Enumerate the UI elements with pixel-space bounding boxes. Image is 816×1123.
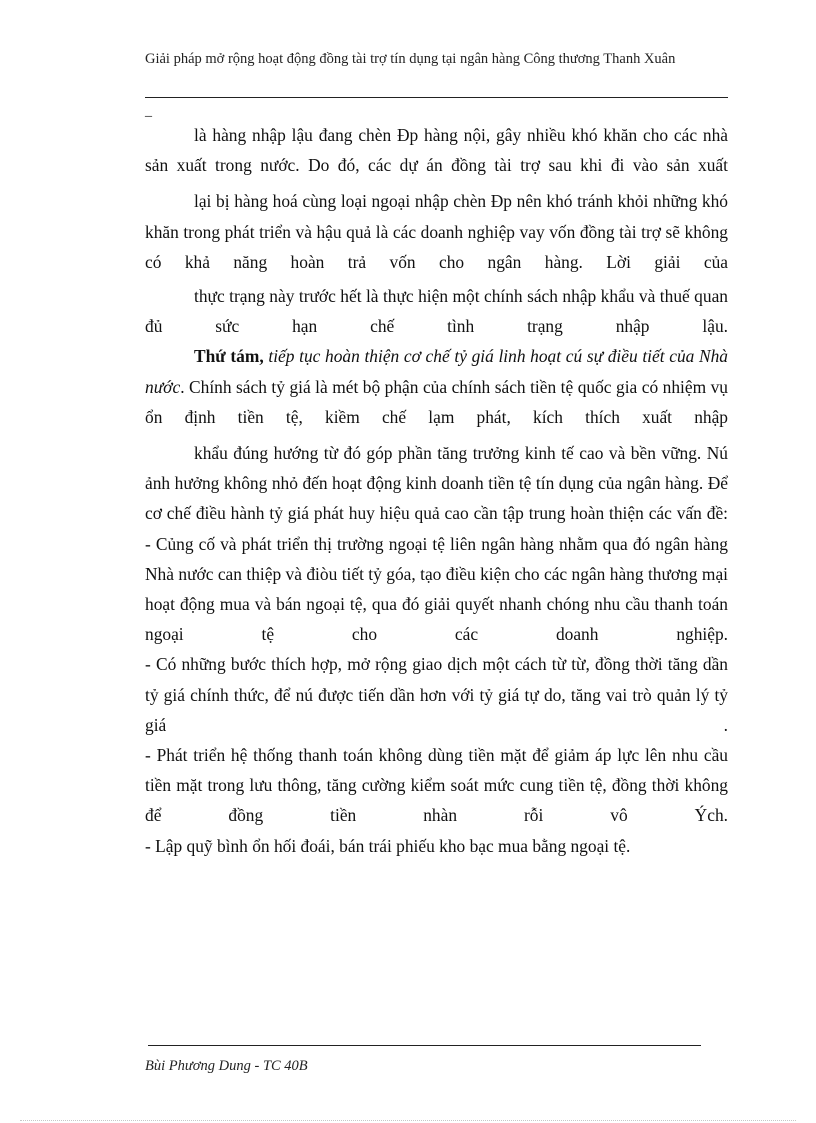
page-edge-line bbox=[20, 1120, 796, 1121]
header-dash: _ bbox=[145, 104, 152, 119]
bullet-2: - Có những bước thích hợp, mở rộng giao dịch một cách từ từ, đồng thời tăng dần tỷ giá chính thức, để nú được tiến dần hơn với tỷ giá tự do, tăng vai trò quản lý tỷ giá . bbox=[145, 654, 728, 735]
paragraph-4-rest: . Chính sách tỷ giá là mét bộ phận của chính sách tiền tệ quốc gia có nhiệm vụ ổn định tiền tệ, kiềm chế lạm phát, kích thích xuất nhập bbox=[145, 376, 728, 427]
footer-divider bbox=[148, 1045, 701, 1046]
paragraph-4 bbox=[145, 341, 728, 432]
bullet-1: - Củng cố và phát triển thị trường ngoại tệ liên ngân hàng nhằm qua đó ngân hàng Nhà nước can thiệp và điòu tiết tỷ góa, tạo điều kiện cho các ngân hàng thương mại hoạt động mua và bán ngoại tệ, qua đó giải quyết nhanh chóng nhu cầu thanh toán ngoại tệ cho các doanh nghiệp. bbox=[145, 533, 728, 645]
paragraph-5: khẩu đúng hướng từ đó góp phần tăng trưởng kinh tế cao và bền vững. Nú ảnh hưởng không nhỏ đến hoạt động kinh doanh tiền tệ tín dụng của ngân hàng. Để cơ chế điều hành tỷ giá phát huy hiệu quả cao cần tập trung hoàn thiện các vấn đề: bbox=[145, 443, 728, 524]
bullet-3: - Phát triển hệ thống thanh toán không dùng tiền mặt để giảm áp lực lên nhu cầu tiền mặt trong lưu thông, tăng cường kiểm soát mức cung tiền tệ, đồng thời không để đồng tiền nhàn rỗi vô Ých. bbox=[145, 745, 728, 826]
paragraph-2: lại bị hàng hoá cùng loại ngoại nhập chèn Ðp nên khó tránh khỏi những khó khăn trong phát triển và hậu quả là các doanh nghiệp vay vốn đồng tài trợ sẽ không có khả năng hoàn trả vốn cho ngân hàng. Lời giải của bbox=[145, 191, 728, 272]
page-header-title: Giải pháp mở rộng hoạt động đồng tài trợ tín dụng tại ngân hàng Công thương Thanh Xuân bbox=[145, 51, 676, 67]
paragraph-4-lead: Thứ tám, bbox=[194, 346, 264, 367]
paragraph-3: thực trạng này trước hết là thực hiện một chính sách nhập khẩu và thuế quan đủ sức hạn chế tình trạng nhập lậu. bbox=[145, 286, 728, 337]
bullet-4: - Lập quỹ bình ổn hối đoái, bán trái phiếu kho bạc mua bằng ngoại tệ. bbox=[145, 835, 631, 856]
footer-author: Bùi Phương Dung - TC 40B bbox=[145, 1058, 308, 1074]
document-body bbox=[145, 120, 728, 861]
paragraph-1: là hàng nhập lậu đang chèn Ðp hàng nội, gây nhiều khó khăn cho các nhà sản xuất trong nước. Do đó, các dự án đồng tài trợ sau khi đi vào sản xuất bbox=[145, 125, 728, 176]
header-divider bbox=[145, 97, 728, 98]
paragraph-4-italic: tiếp tục hoàn thiện cơ chế tỷ giá linh hoạt cú sự điều tiết của Nhà nước bbox=[145, 346, 728, 397]
